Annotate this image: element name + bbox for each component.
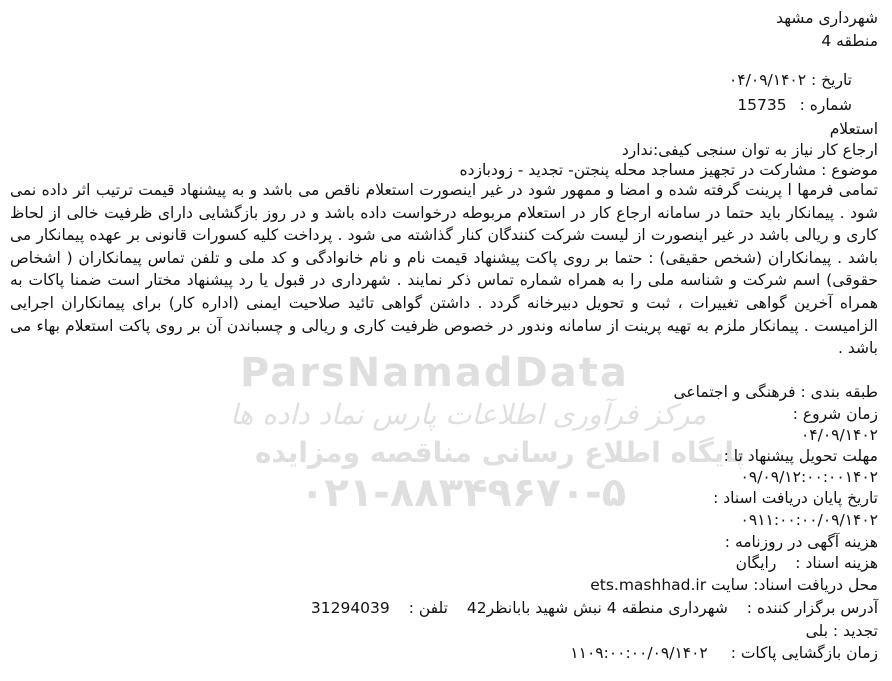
address-row: [311, 598, 878, 619]
ad-cost-label: هزینه آگهی در روزنامه :: [724, 533, 878, 551]
region-name: منطقه 4: [821, 32, 878, 50]
conditions-paragraph: تمامی فرمها ا پرینت گرفته شده و امضا و ممهور شود در غیر اینصورت استعلام ناقص می باشد و به پیشنهاد قیمت ترتیب اثر داده نمی شود . پیمانکار باید حتما در سامانه ارجاع کار در استعلام مربوطه درخواست داده باشد و در روز بازگشایی دارای ظرفیت خالی از لحاظ کاری و ریالی باشد در غیر اینصورت از لیست شرکت کنندگان کنار گذاشته می شود . پرداخت کلیه کسورات قانونی بر عهده پیمانکار می باشد . پیمانکاران (شخص حقیقی) : حتما بر روی پاکت پیشنهاد قیمت نام و نام خانوادگی و کد ملی و تلفن تماس پیمانکاران ( اشخاص حقوقی) اسم شرکت و شناسه ملی را به همراه شماره تماس ذکر نمایند . شهرداری در قبول یا رد پیشنهاد مختار است ضمنا پاکات به همراه آخرین گواهی تغییرات ، ثبت و تحویل دبیرخانه گردد . داشتن گواهی تائید صلاحیت ایمنی (اداره کار) برای پیمانکاران اجرایی الزامیست . پیمانکار ملزم به تهیه پرینت از سامانه وندور در خصوص ظرفیت کاری و ریالی و چسباندن آن بر روی پاکت استعلام بهاء می باشد .: [10, 181, 878, 358]
opening-value: ۱۱۰۹:۰۰:۰۰/۰۹/۱۴۰۲: [570, 644, 708, 662]
doc-end-value: ۰۹۱۱:۰۰:۰۰/۰۹/۱۴۰۲: [740, 511, 878, 529]
org-name: شهرداری مشهد: [776, 9, 878, 27]
doc-location-link[interactable]: ets.mashhad.ir: [590, 576, 707, 594]
address-label: آدرس برگزار کننده :: [746, 599, 878, 617]
doc-location-row: [590, 575, 878, 596]
number-row: [737, 95, 852, 116]
opening-label: زمان بازگشایی پاکات :: [730, 644, 878, 662]
doc-location-label: محل دریافت اسناد: سایت: [711, 576, 878, 594]
number-label: شماره :: [799, 96, 852, 114]
date-row: [729, 70, 852, 91]
doc-end-label: تاریخ پایان دریافت اسناد :: [713, 489, 878, 507]
watermark-tagline: مرکز فرآوری اطلاعات پارس نماد داده ها: [230, 398, 707, 431]
number-value: 15735: [737, 96, 787, 114]
doc-cost-label: هزینه اسناد :: [795, 554, 878, 572]
date-value: ۰۴/۰۹/۱۴۰۲: [729, 71, 807, 89]
deadline-label: مهلت تحویل پیشنهاد تا :: [723, 447, 878, 465]
watermark-brand: ParsNamadData: [240, 350, 629, 396]
start-value: ۰۴/۰۹/۱۴۰۲: [800, 426, 878, 444]
date-label: تاریخ :: [811, 71, 852, 89]
category-line: طبقه بندی : فرهنگی و اجتماعی: [673, 383, 878, 401]
start-label: زمان شروع :: [792, 405, 878, 423]
watermark-phone: ۰۲۱-۸۸۳۴۹۶۷۰-۵: [300, 470, 627, 516]
opening-row: [570, 643, 878, 664]
doc-cost-value: رایگان: [735, 554, 777, 572]
phone-label: تلفن :: [408, 599, 448, 617]
deadline-value: ۰۹/۰۹/۱۲:۰۰:۰۰۱۴۰۲: [740, 468, 878, 486]
renewal-line: تجدید : بلی: [805, 622, 878, 640]
doc-type: استعلام: [829, 120, 878, 138]
phone-value: 31294039: [310, 599, 390, 617]
doc-cost-row: [736, 553, 878, 574]
subject-line: موضوع : مشارکت در تجهیز مساجد محله پنجتن- تجدید - زودبازده: [459, 161, 878, 179]
watermark-portal: پایگاه اطلاع رسانی مناقصه ومزایده: [255, 436, 746, 469]
referral-note: ارجاع کار نیاز به توان سنجی کیفی:ندارد: [621, 141, 878, 159]
address-value: شهرداری منطقه 4 نبش شهید بابانظر42: [466, 599, 728, 617]
